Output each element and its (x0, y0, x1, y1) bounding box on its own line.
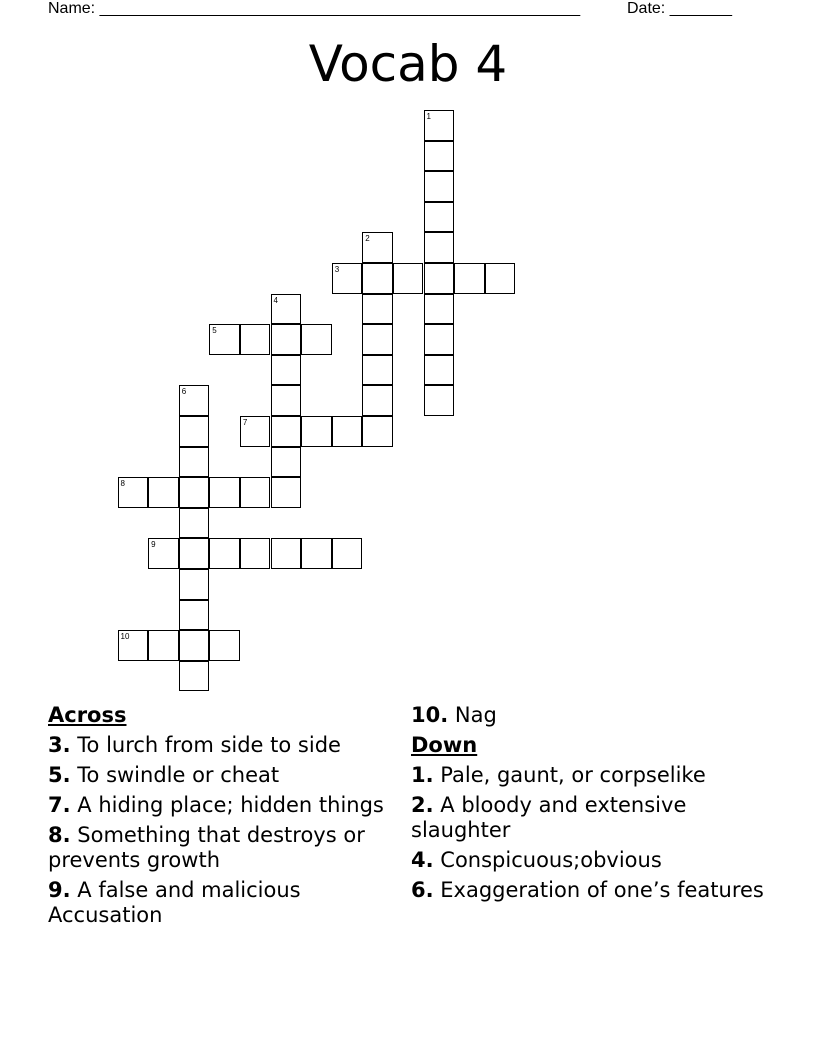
grid-cell[interactable] (271, 416, 302, 447)
cell-number: 1 (426, 112, 431, 121)
grid-cell[interactable] (362, 385, 393, 416)
grid-cell[interactable] (271, 324, 302, 355)
grid-cell-6[interactable] (179, 385, 210, 416)
grid-cell-8[interactable] (118, 477, 149, 508)
clue-number: 2. (411, 793, 434, 817)
grid-cell[interactable] (332, 538, 363, 569)
clue-text: To swindle or cheat (77, 763, 280, 787)
grid-cell[interactable] (424, 141, 455, 172)
grid-cell[interactable] (179, 569, 210, 600)
name-field-label: Name: ______________________________________________________ (48, 0, 581, 17)
cell-number: 3 (334, 265, 340, 274)
grid-cell[interactable] (271, 538, 302, 569)
clue-text: Something that destroys or prevents growth (48, 823, 365, 872)
grid-cell[interactable] (362, 263, 393, 294)
grid-cell[interactable] (179, 600, 210, 631)
clue-number: 5. (48, 763, 71, 787)
down-clue-6 (411, 878, 771, 903)
grid-cell[interactable] (424, 324, 455, 355)
grid-cell[interactable] (424, 202, 455, 233)
grid-cell[interactable] (240, 538, 271, 569)
grid-cell[interactable] (209, 538, 240, 569)
grid-cell[interactable] (240, 477, 271, 508)
clue-number: 9. (48, 878, 71, 902)
across-clue-5 (48, 763, 388, 788)
clue-number: 3. (48, 733, 71, 757)
grid-cell[interactable] (332, 416, 363, 447)
clue-text: A hiding place; hidden things (77, 793, 384, 817)
cell-number: 8 (120, 479, 125, 489)
clue-number: 6. (411, 878, 434, 902)
grid-cell[interactable] (271, 385, 302, 416)
grid-cell[interactable] (485, 263, 516, 294)
grid-cell[interactable] (362, 294, 393, 325)
grid-cell-1[interactable] (424, 110, 455, 141)
grid-cell[interactable] (424, 232, 455, 263)
clue-text: Exaggeration of one’s features (440, 878, 764, 902)
across-clue-10 (411, 703, 771, 728)
grid-cell[interactable] (271, 355, 302, 386)
clue-number: 1. (411, 763, 434, 787)
grid-cell[interactable] (362, 355, 393, 386)
grid-cell[interactable] (209, 477, 240, 508)
grid-cell[interactable] (271, 447, 302, 478)
clue-number: 4. (411, 848, 434, 872)
grid-cell[interactable] (424, 263, 455, 294)
across-heading: Across (48, 703, 127, 727)
across-clue-9 (48, 878, 388, 928)
grid-cell[interactable] (271, 477, 302, 508)
grid-cell-10[interactable] (118, 630, 149, 661)
grid-cell[interactable] (209, 630, 240, 661)
across-clue-8 (48, 823, 388, 873)
across-clue-3 (48, 733, 388, 758)
grid-cell[interactable] (301, 324, 332, 355)
down-heading: Down (411, 733, 478, 757)
cell-number: 4 (273, 295, 278, 305)
grid-cell[interactable] (362, 416, 393, 447)
grid-cell[interactable] (148, 630, 179, 661)
grid-cell[interactable] (454, 263, 485, 294)
grid-cell[interactable] (393, 263, 424, 294)
across-clue-7 (48, 793, 388, 818)
grid-cell[interactable] (424, 171, 455, 202)
cell-number: 2 (365, 234, 370, 244)
clue-text: Conspicuous;obvious (440, 848, 662, 872)
grid-cell-3[interactable] (332, 263, 363, 294)
page-title: Vocab 4 (308, 35, 508, 93)
grid-cell[interactable] (179, 477, 210, 508)
grid-cell[interactable] (362, 324, 393, 355)
clues-left-column (48, 703, 388, 933)
cell-number: 6 (181, 387, 187, 397)
down-clue-4 (411, 848, 771, 873)
grid-cell[interactable] (301, 538, 332, 569)
grid-cell-4[interactable] (271, 294, 302, 325)
grid-cell-9[interactable] (148, 538, 179, 569)
clue-text: Pale, gaunt, or corpselike (440, 763, 706, 787)
date-field-label: Date: _______ (627, 0, 732, 17)
cell-number: 5 (212, 326, 217, 336)
clues-right-column (411, 703, 771, 908)
clue-text: To lurch from side to side (77, 733, 341, 757)
grid-cell[interactable] (179, 630, 210, 661)
grid-cell[interactable] (179, 538, 210, 569)
down-clue-1 (411, 763, 771, 788)
grid-cell[interactable] (424, 385, 455, 416)
grid-cell-7[interactable] (240, 416, 271, 447)
grid-cell[interactable] (301, 416, 332, 447)
clue-text: Nag (454, 703, 497, 727)
clue-number: 10. (411, 703, 449, 727)
clue-text: A false and malicious Accusation (48, 878, 301, 927)
cell-number: 10 (120, 632, 130, 642)
grid-cell[interactable] (148, 477, 179, 508)
grid-cell[interactable] (179, 508, 210, 539)
cell-number: 7 (242, 418, 248, 427)
grid-cell[interactable] (240, 324, 271, 355)
grid-cell[interactable] (179, 416, 210, 447)
grid-cell[interactable] (424, 294, 455, 325)
grid-cell[interactable] (424, 355, 455, 386)
grid-cell-5[interactable] (209, 324, 240, 355)
clue-text: A bloody and extensive slaughter (411, 793, 687, 842)
clue-number: 7. (48, 793, 71, 817)
down-clue-2 (411, 793, 771, 843)
cell-number: 9 (151, 540, 156, 550)
clue-number: 8. (48, 823, 71, 847)
grid-cell[interactable] (179, 661, 210, 692)
grid-cell-2[interactable] (362, 232, 393, 263)
grid-cell[interactable] (179, 447, 210, 478)
